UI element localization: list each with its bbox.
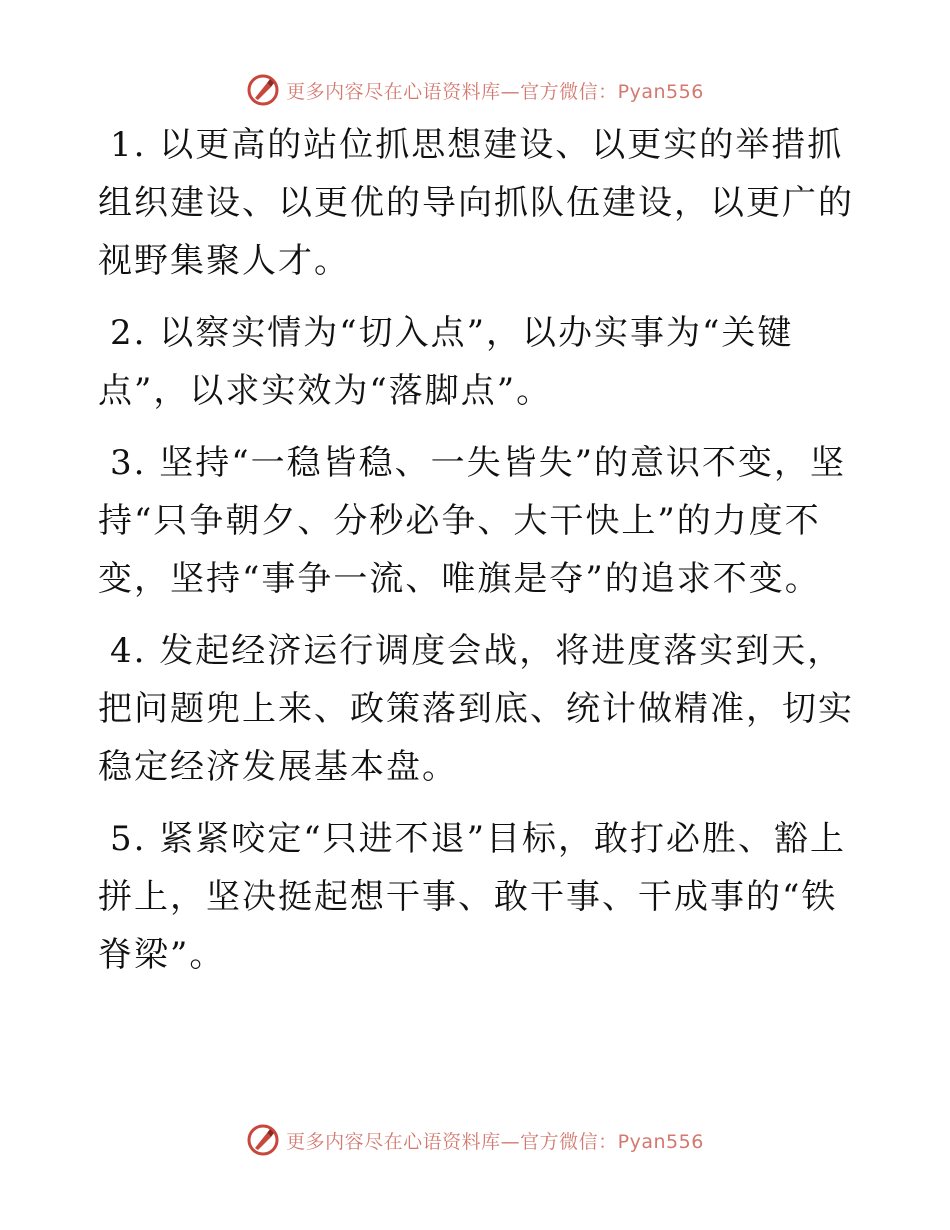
pen-nib-logo-icon xyxy=(246,1123,280,1157)
paragraph-2: 2. 以察实情为“切入点”，以办实事为“关键点”，以求实效为“落脚点”。 xyxy=(98,313,794,411)
footer-banner xyxy=(0,1120,950,1160)
paragraph-5: 5. 紧紧咬定“只进不退”目标，敢打必胜、豁上拼上，坚决挺起想干事、敢干事、干成事的“铁脊梁”。 xyxy=(98,819,847,975)
pen-nib-logo-icon xyxy=(246,73,280,107)
header-banner-text: 更多内容尽在心语资料库—官方微信：Pyan556 xyxy=(286,80,704,103)
footer-banner-text: 更多内容尽在心语资料库—官方微信：Pyan556 xyxy=(286,1130,704,1153)
document-body xyxy=(98,116,858,998)
paragraph-1: 1. 以更高的站位抓思想建设、以更实的举措抓组织建设、以更优的导向抓队伍建设，以更广的视野集聚人才。 xyxy=(98,125,854,281)
header-banner xyxy=(0,70,950,110)
paragraph-4: 4. 发起经济运行调度会战，将进度落实到天，把问题兜上来、政策落到底、统计做精准，切实稳定经济发展基本盘。 xyxy=(98,631,854,787)
paragraph-3: 3. 坚持“一稳皆稳、一失皆失”的意识不变，坚持“只争朝夕、分秒必争、大干快上”的力度不变，坚持“事争一流、唯旗是夺”的追求不变。 xyxy=(98,443,847,599)
